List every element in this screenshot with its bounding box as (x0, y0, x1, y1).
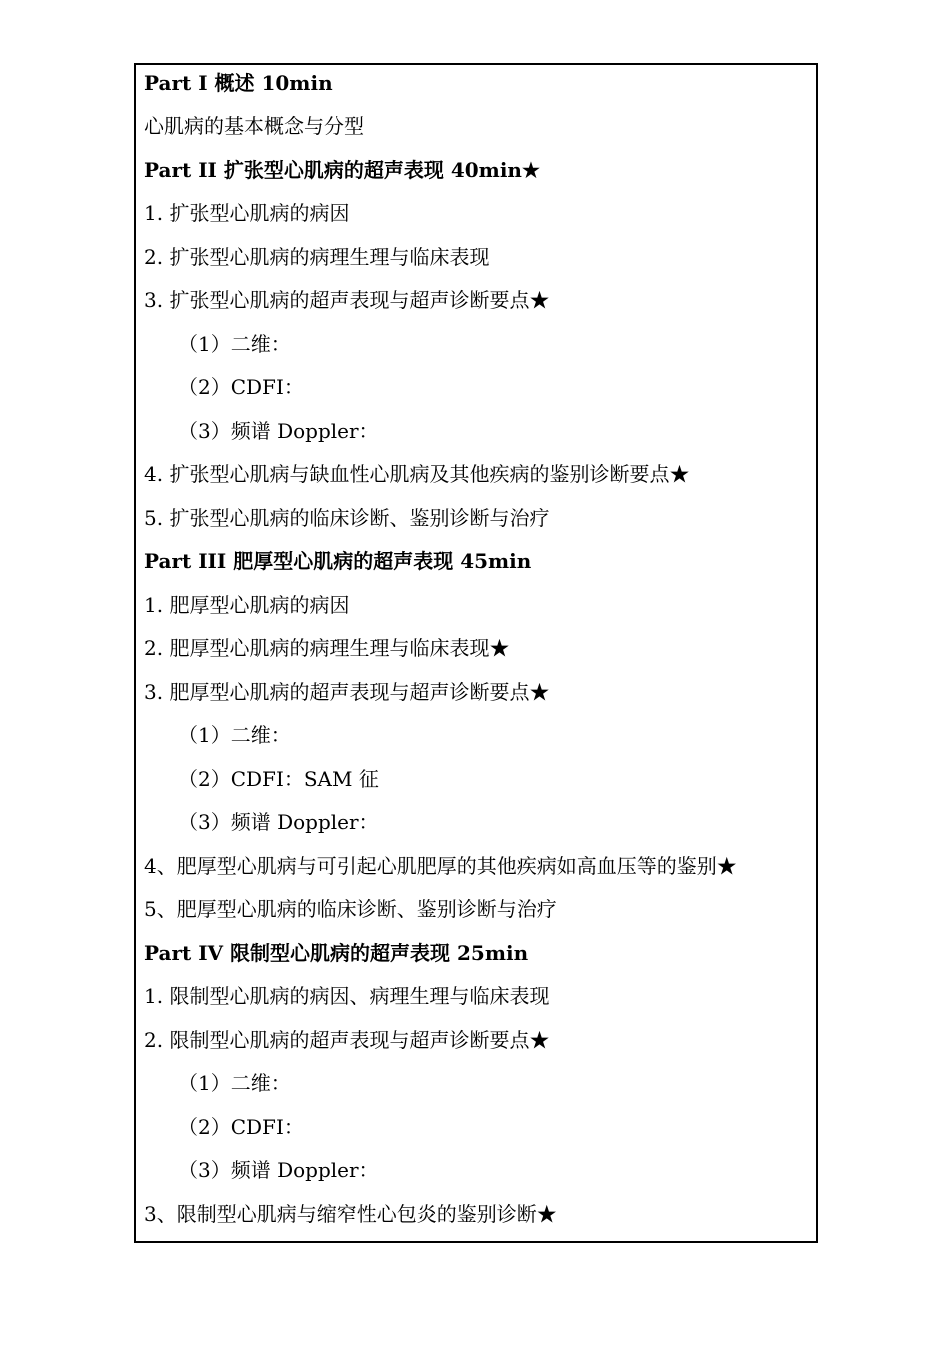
part-4-sub-2: （2）CDFI： (178, 1115, 304, 1139)
part-4-heading: Part IV 限制型心肌病的超声表现 25min (144, 941, 529, 965)
part-1-heading: Part I 概述 10min (144, 71, 333, 95)
part-2-sub-1: （1）二维： (178, 332, 291, 356)
part-2-item-2: 2. 扩张型心肌病的病理生理与临床表现 (144, 245, 490, 269)
part-2-heading: Part II 扩张型心肌病的超声表现 40min★ (144, 158, 540, 182)
part-2-item-4: 4. 扩张型心肌病与缺血性心肌病及其他疾病的鉴别诊断要点★ (144, 462, 690, 486)
part-3-sub-2: （2）CDFI：SAM 征 (178, 767, 379, 791)
part-3-item-3: 3. 肥厚型心肌病的超声表现与超声诊断要点★ (144, 680, 550, 704)
part-2-item-5: 5. 扩张型心肌病的临床诊断、鉴别诊断与治疗 (144, 506, 550, 530)
part-3-sub-3: （3）频谱 Doppler： (178, 810, 379, 834)
syllabus-box (134, 63, 818, 1243)
part-2-sub-2: （2）CDFI： (178, 375, 304, 399)
part-3-item-1: 1. 肥厚型心肌病的病因 (144, 593, 350, 617)
part-4-item-3: 3、限制型心肌病与缩窄性心包炎的鉴别诊断★ (144, 1202, 557, 1226)
part-4-item-2: 2. 限制型心肌病的超声表现与超声诊断要点★ (144, 1028, 550, 1052)
part-3-sub-1: （1）二维： (178, 723, 291, 747)
part-2-item-3: 3. 扩张型心肌病的超声表现与超声诊断要点★ (144, 288, 550, 312)
part-4-sub-3: （3）频谱 Doppler： (178, 1158, 379, 1182)
part-2-sub-3: （3）频谱 Doppler： (178, 419, 379, 443)
part-1-item: 心肌病的基本概念与分型 (144, 114, 364, 138)
part-3-item-4: 4、肥厚型心肌病与可引起心肌肥厚的其他疾病如高血压等的鉴别★ (144, 854, 737, 878)
part-2-item-1: 1. 扩张型心肌病的病因 (144, 201, 350, 225)
part-4-item-1: 1. 限制型心肌病的病因、病理生理与临床表现 (144, 984, 550, 1008)
part-4-sub-1: （1）二维： (178, 1071, 291, 1095)
part-3-heading: Part III 肥厚型心肌病的超声表现 45min (144, 549, 532, 573)
part-3-item-5: 5、肥厚型心肌病的临床诊断、鉴别诊断与治疗 (144, 897, 557, 921)
part-3-item-2: 2. 肥厚型心肌病的病理生理与临床表现★ (144, 636, 510, 660)
